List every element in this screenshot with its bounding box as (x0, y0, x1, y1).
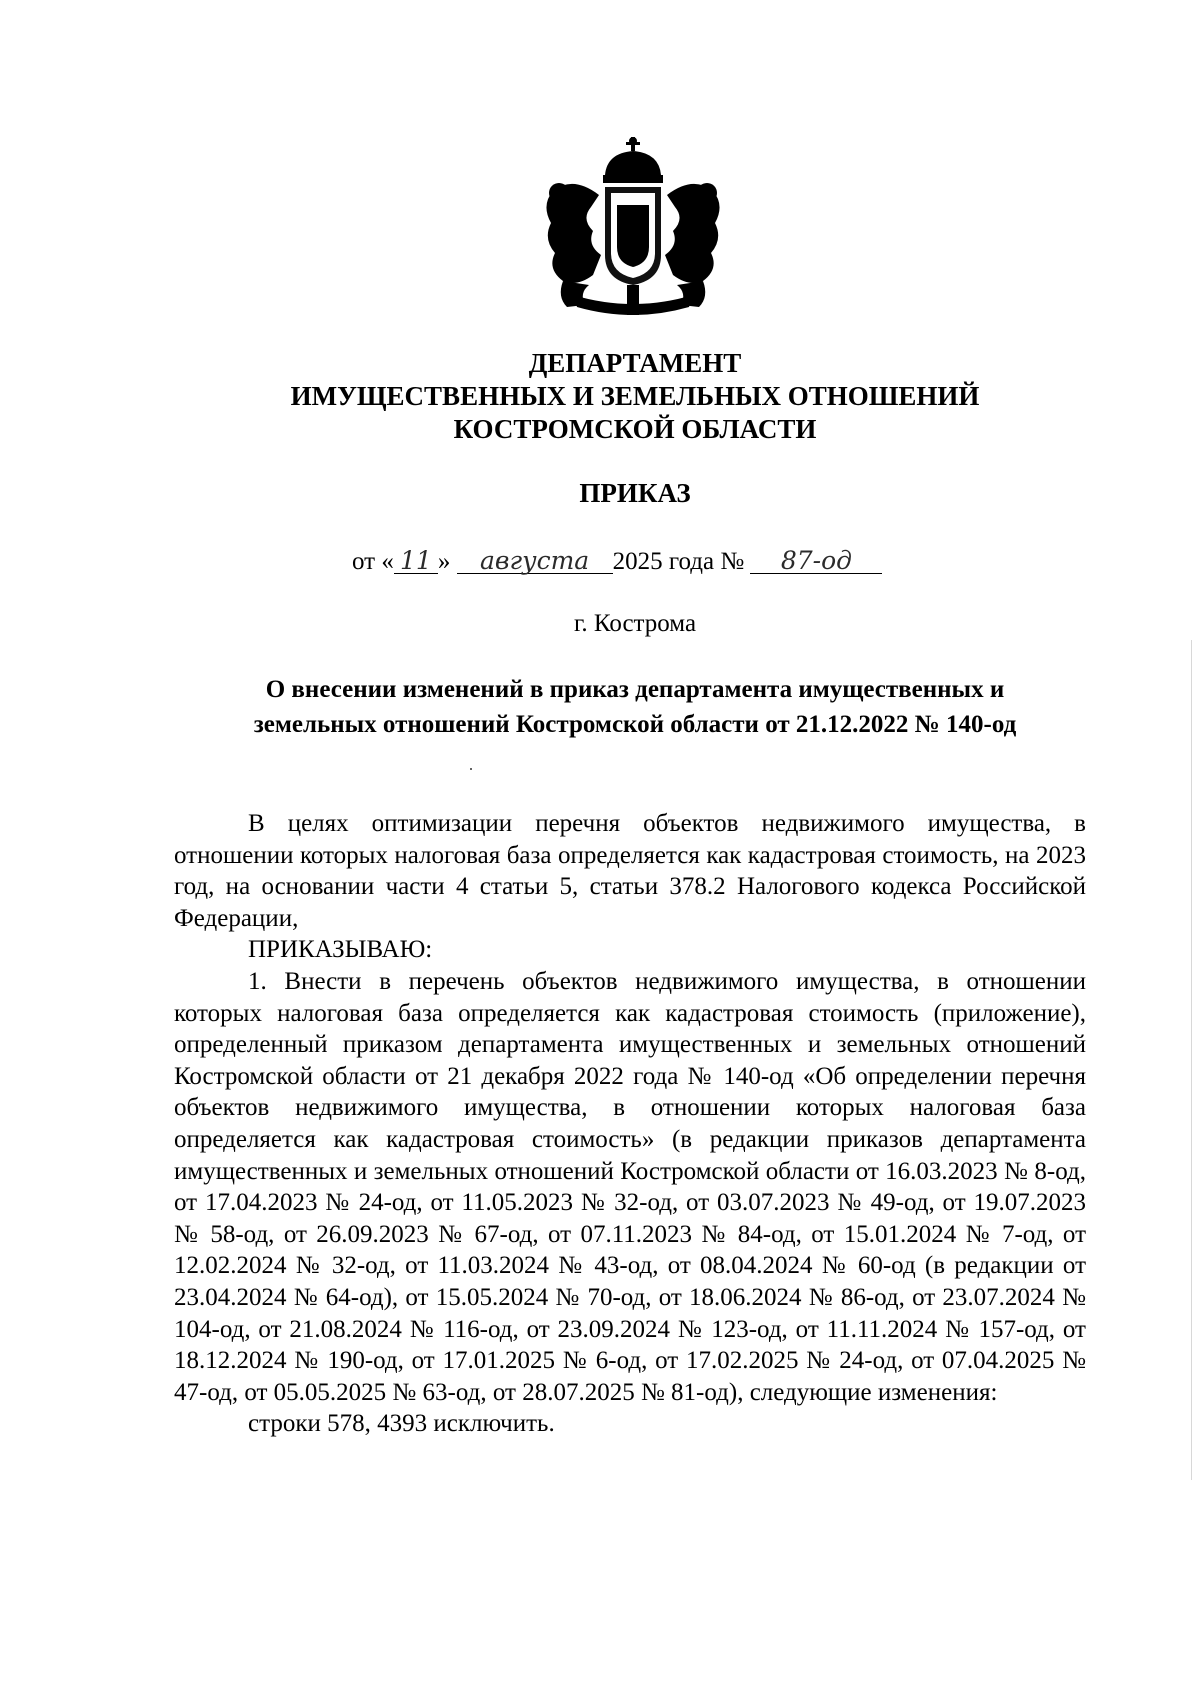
subject-line: земельных отношений Костромской области от 21.12.2022 № 140-од (253, 711, 1017, 738)
item-1-paragraph: 1. Внести в перечень объектов недвижимого имущества, в отношении которых налоговая база определяется как кадастровая стоимость (приложение), определенный приказом департамента имущественных и земельных отношений Костромской области от 21 декабря 2022 года № 140-од «Об определении перечня объектов недвижимого имущества, в отношении которых налоговая база определяется как кадастровая стоимость» (в редакции приказов департамента имущественных и земельных отношений Костромской области от 16.03.2023 № 8-од, от 17.04.2023 № 24-од, от 11.05.2023 № 32-од, от 03.07.2023 № 49-од, от 19.07.2023 № 58-од, от 26.09.2023 № 67-од, от 07.11.2023 № 84-од, от 15.01.2024 № 7-од, от 12.02.2024 № 32-од, от 11.03.2024 № 43-од, от 08.04.2024 № 60-од (в редакции от 23.04.2024 № 64-од), от 15.05.2024 № 70-од, от 18.06.2024 № 86-од, от 23.07.2024 № 104-од, от 21.08.2024 № 116-од, от 23.09.2024 № 123-од, от 11.11.2024 № 157-од, от 18.12.2024 № 190-од, от 17.01.2025 № 6-од, от 17.02.2025 № 24-од, от 07.04.2025 № 47-од, от 05.05.2025 № 63-од, от 28.07.2025 № 81-од), следующие изменения: (174, 967, 1086, 1406)
scan-speck (470, 768, 472, 770)
city-name: г. Кострома (573, 610, 697, 637)
department-line: КОСТРОМСКОЙ ОБЛАСТИ (453, 414, 817, 444)
handwritten-order-number: 87-од (750, 549, 882, 574)
date-quote-close: » (437, 548, 451, 575)
order-subject (200, 672, 1070, 742)
order-body (174, 808, 1086, 1440)
item-1-change: строки 578, 4393 исключить. (248, 1410, 555, 1438)
scan-edge-line (1191, 640, 1192, 1480)
order-date-line (352, 548, 882, 576)
order-word: ПРИКАЗЫВАЮ: (248, 936, 433, 964)
handwritten-month: августа (457, 549, 613, 574)
document-type: ПРИКАЗ (579, 478, 691, 508)
department-line: ИМУЩЕСТВЕННЫХ И ЗЕМЕЛЬНЫХ ОТНОШЕНИЙ (290, 381, 980, 411)
date-year-text: 2025 года № (612, 548, 745, 575)
subject-line: О внесении изменений в приказ департамента имущественных и (265, 676, 1005, 703)
department-name (0, 347, 1200, 446)
date-prefix: от « (352, 548, 394, 575)
intro-paragraph: В целях оптимизации перечня объектов недвижимого имущества, в отношении которых налоговая база определяется как кадастровая стоимость, на 2023 год, на основании части 4 статьи 5, статьи 378.2 Налогового кодекса Российской Федерации, (174, 810, 1086, 932)
department-line: ДЕПАРТАМЕНТ (528, 348, 742, 378)
kostroma-coat-of-arms-icon (533, 135, 733, 320)
handwritten-day: 11 (394, 549, 438, 574)
